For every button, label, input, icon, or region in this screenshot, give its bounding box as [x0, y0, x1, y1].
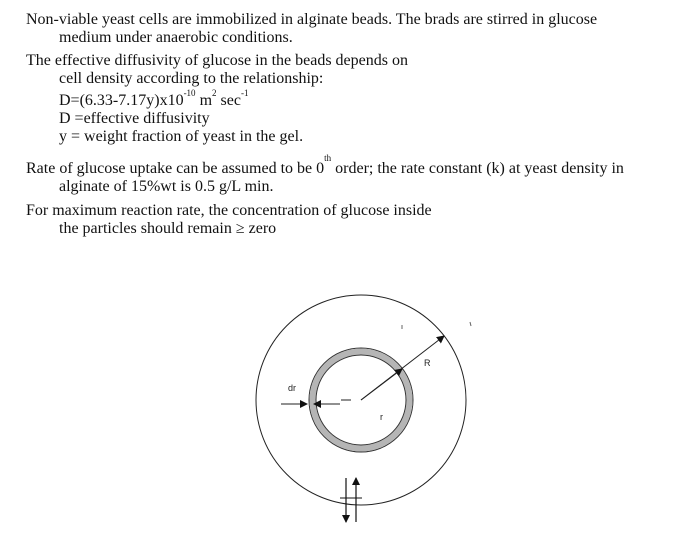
text-line: For maximum reaction rate, the concentration of glucose inside	[26, 202, 432, 219]
equation-sec-exponent: -1	[240, 88, 249, 98]
label-dr: dr	[288, 383, 297, 393]
text-line: medium under anaerobic conditions.	[59, 29, 293, 46]
text-line: the particles should remain ≥ zero	[59, 220, 277, 237]
superscript-th: th	[324, 153, 332, 163]
definition-d: D =effective diffusivity	[59, 110, 210, 127]
equation-exponent: -10	[183, 88, 196, 98]
stray-tick	[470, 322, 471, 326]
label-r: r	[380, 412, 383, 422]
equation-unit-sec: sec	[220, 92, 241, 109]
text-line: The effective diffusivity of glucose in the beads depends on	[26, 52, 408, 69]
radius-r-arrow	[361, 369, 402, 400]
text-segment: Rate of glucose uptake can be assumed to be 0	[26, 160, 325, 177]
label-R: R	[424, 358, 431, 368]
equation-main: D=(6.33-7.17y)x10	[59, 92, 184, 109]
equation-unit-m: m	[199, 92, 213, 109]
text-line: alginate of 15%wt is 0.5 g/L min.	[59, 178, 274, 195]
text-line: Non-viable yeast cells are immobilized in alginate beads. The brads are stirred in glucose	[26, 11, 598, 28]
text-segment: order; the rate constant (k) at yeast density in	[331, 160, 624, 177]
equation-m-exponent: 2	[212, 88, 217, 98]
definition-y: y = weight fraction of yeast in the gel.	[59, 128, 304, 145]
text-line: cell density according to the relationship:	[59, 70, 324, 87]
